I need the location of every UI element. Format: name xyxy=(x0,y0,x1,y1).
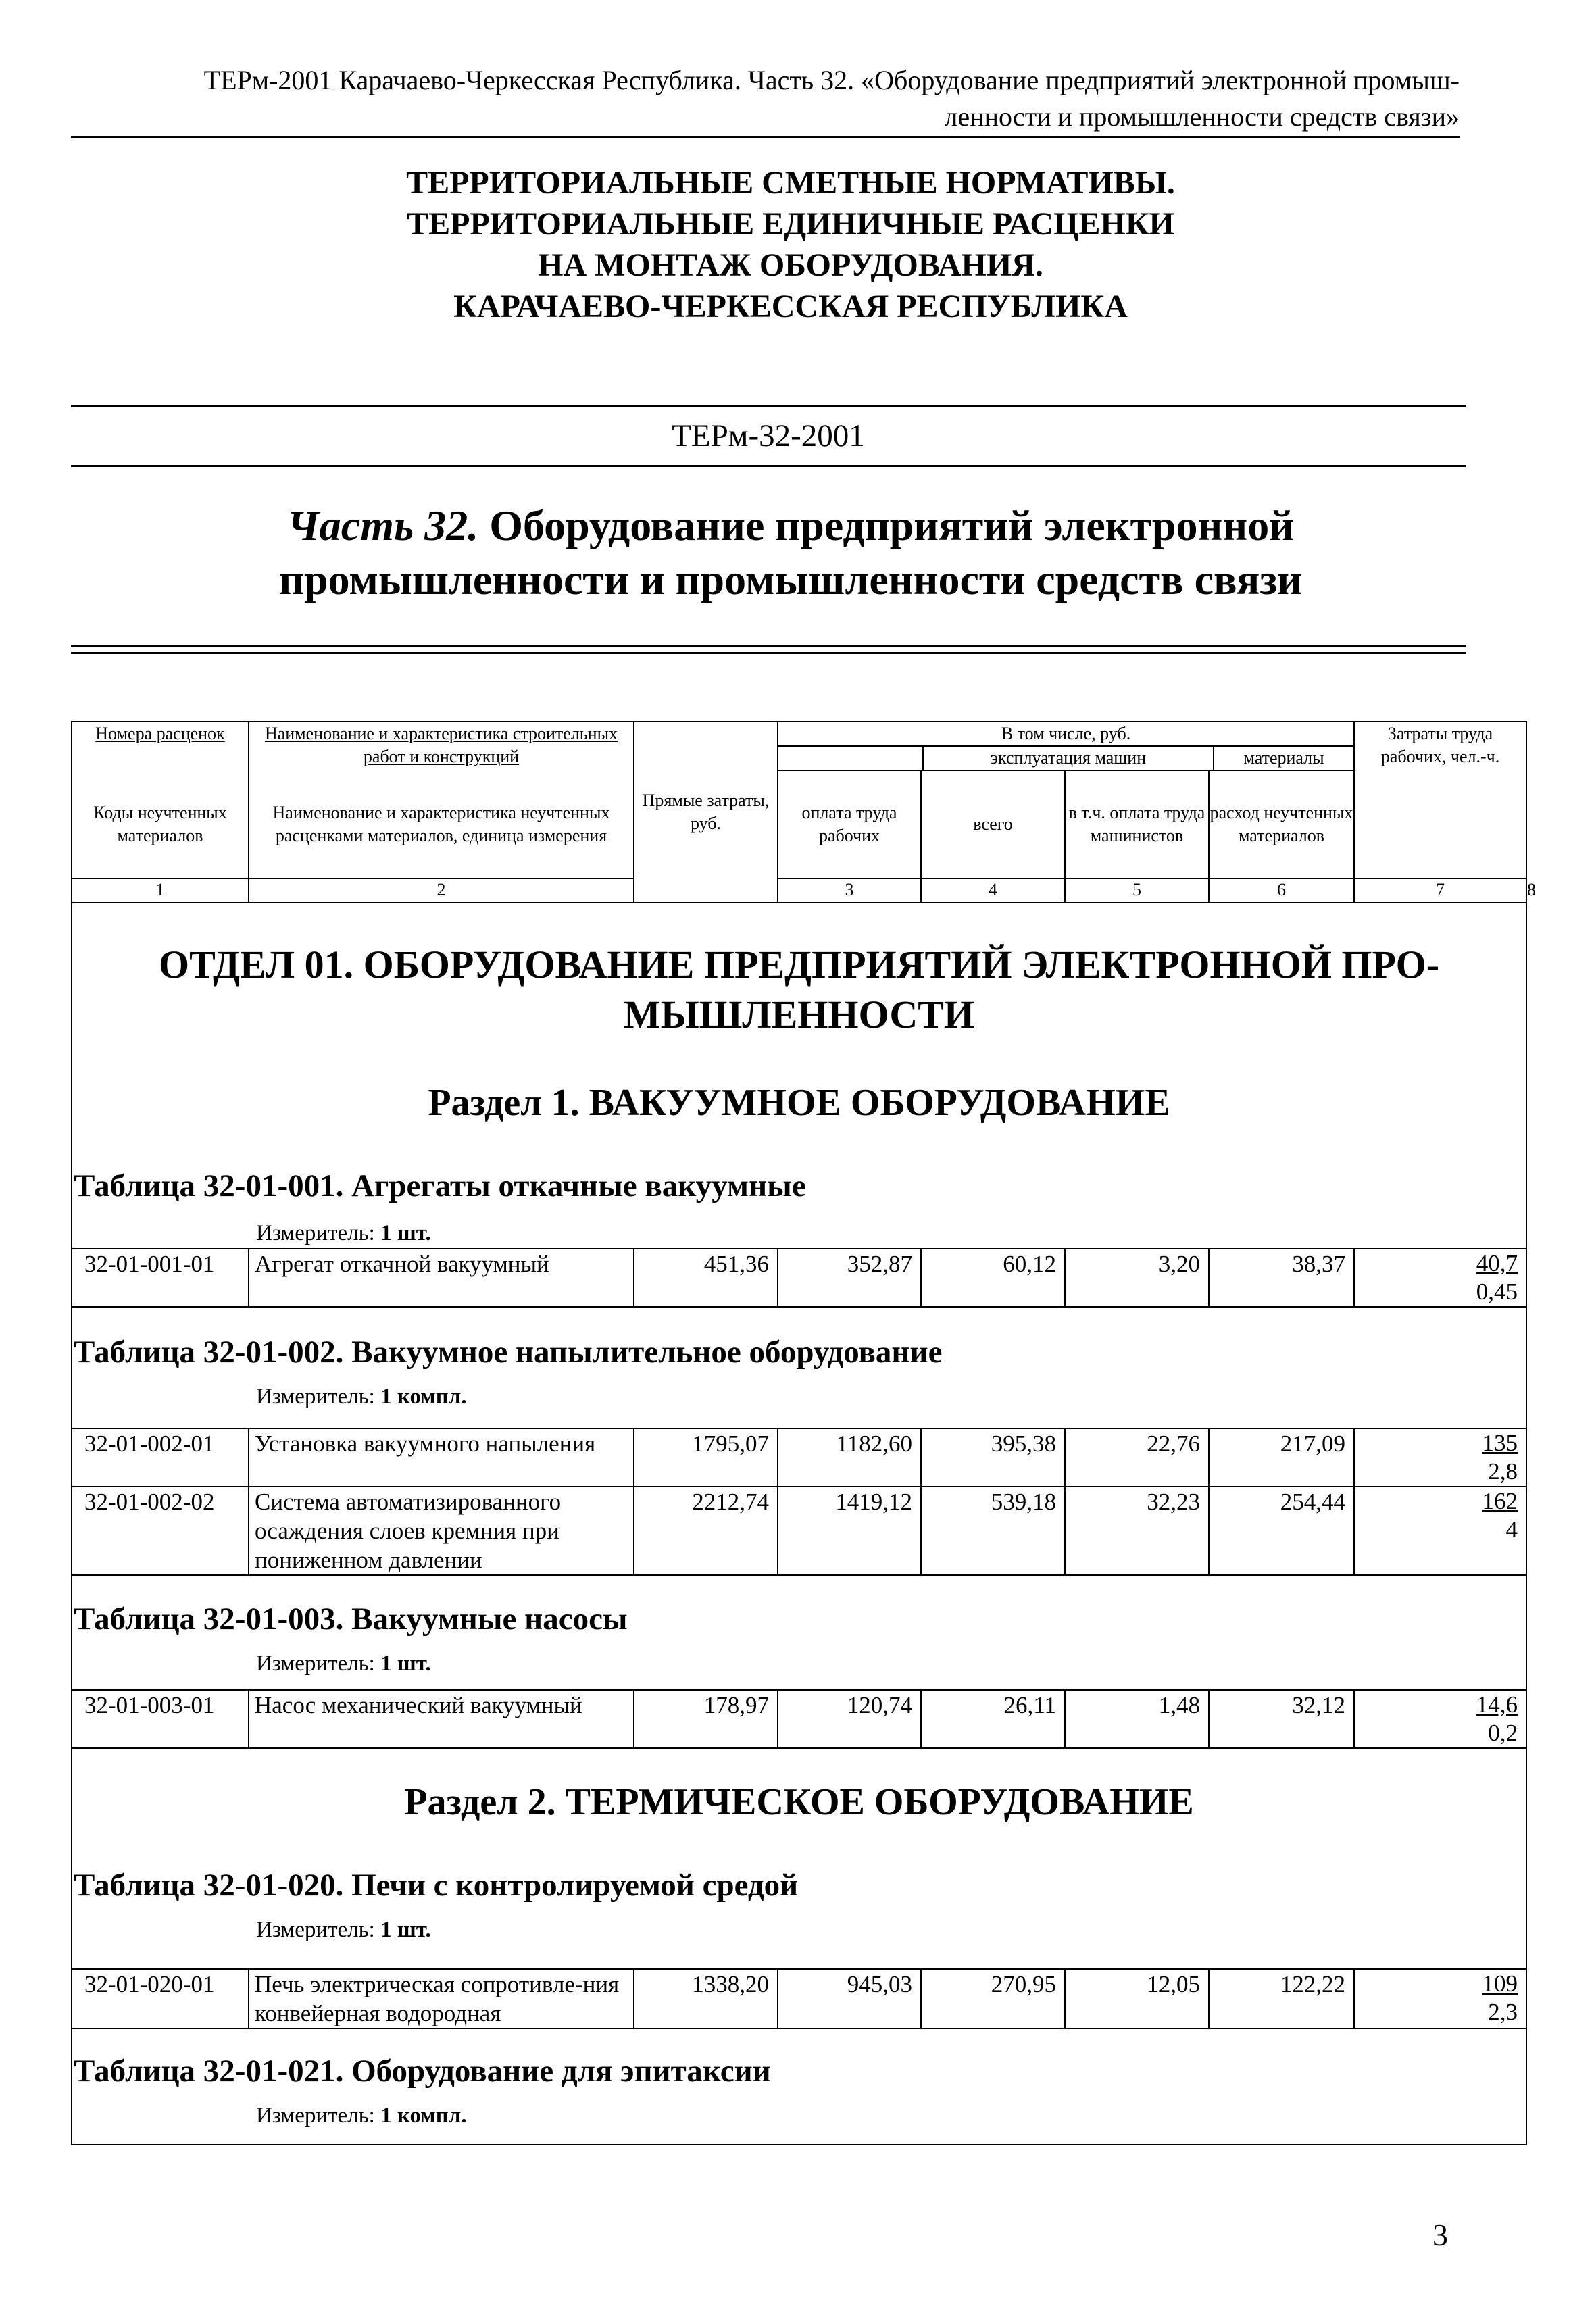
rate-code: 32-01-020-01 xyxy=(72,1969,249,2028)
header-work-name: Наименование и характеристика строительных работ и конструкций xyxy=(249,722,634,770)
norms-table: Номера расценок Наименование и характеристика строительных работ и конструкций Прямые затраты, руб. В том числе, руб. эксплуатация машин материалы Затраты труда рабочих, чел.-ч. Коды неучтенных материалов Наименование и характеристика неучтенных расценками материалов, единица измерения оплата труда рабочих всего в т.ч. оплата труда машинистов расход неучтенных материалов 1 2 3 4 5 6 7 8 ОТДЕЛ 01. ОБОРУДОВАНИЕ ПРЕДПРИЯТИЙ ЭЛЕКТРОННОЙ ПРО-МЫШЛЕННОСТИ Раздел 1. ВАКУУМНОЕ ОБОРУДОВАНИЕ Таблица 32-01-001. Агрегаты откачные вакуумные Измеритель: 1 шт. 32-01-001-01 Агрегат откачной вакуумный 451,36 352,87 60,12 3,20 38,37 40,7 0,45 Таблица 32-01-002. Вакуумное напылительное оборудование Измеритель: 1 компл. 32-01-002-01 Установка вакуумного напыления 1795,07 1182,60 395,38 22,76 217,09 135 2,8 32-01-002-02 Система автоматизированного осаждения слоев кремния при пониженном давлении 2212,74 1419,12 539,18 32,23 254,44 162 4 Таблица 32-01-003. Вакуумные насосы Измеритель: 1 шт. 32-01-003-01 Насос механический вакуумный 178,97 120,74 26,11 1,48 32,12 14,6 0,2 Раздел 2. ТЕРМИЧЕСКОЕ ОБОРУДОВАНИЕ Таблица 32-01-020. Печи с контролируемой средой Измеритель: 1 шт. 32-01-020-01 Печь электрическая сопротивле-ния конвейерная водородная 1338,20 945,03 270,95 12,05 122,22 109 2,3 Таблица 32-01-021. Оборудование для эпитаксии Измеритель: 1 компл. xyxy=(71,721,1527,2145)
part-title-line-1: Оборудование предприятий электронной xyxy=(489,501,1295,549)
col-number: 7 xyxy=(1354,878,1526,903)
work-name: Система автоматизированного осаждения слоев кремния при пониженном давлении xyxy=(249,1487,634,1575)
direct-costs: 1338,20 xyxy=(634,1969,778,2028)
table-row xyxy=(72,1428,1526,1487)
direct-costs: 1795,07 xyxy=(634,1428,778,1487)
header-material-codes: Коды неучтенных материалов xyxy=(72,770,249,878)
col-number: 4 xyxy=(921,878,1065,903)
rate-code: 32-01-003-01 xyxy=(72,1690,249,1748)
machinists-pay: 3,20 xyxy=(1065,1249,1209,1307)
section-title: Раздел 1. ВАКУУМНОЕ ОБОРУДОВАНИЕ xyxy=(428,1082,1170,1124)
rate-code: 32-01-002-02 xyxy=(72,1487,249,1575)
header-labor: Затраты труда рабочих, чел.-ч. xyxy=(1354,722,1526,878)
table-title: Таблица 32-01-001. Агрегаты откачные вакуумные xyxy=(74,1168,806,1203)
header-machinists-pay: в т.ч. оплата труда машинистов xyxy=(1065,770,1209,878)
running-header xyxy=(71,62,1460,135)
direct-costs: 451,36 xyxy=(634,1249,778,1307)
part-title xyxy=(71,499,1510,607)
rate-code: 32-01-002-01 xyxy=(72,1428,249,1487)
machines-total: 395,38 xyxy=(921,1428,1065,1487)
machines-total: 270,95 xyxy=(921,1969,1065,2028)
measure-line: Измеритель: 1 шт. xyxy=(256,1918,431,1942)
header-material-names: Наименование и характеристика неучтенных расценками материалов, единица измерения xyxy=(249,770,634,878)
labor-and-mass: 14,6 0,2 xyxy=(1354,1690,1526,1748)
measure-line: Измеритель: 1 шт. xyxy=(256,1651,431,1676)
running-header-line-2: ленности и промышленности средств связи» xyxy=(944,101,1460,132)
title-line-1: ТЕРРИТОРИАЛЬНЫЕ СМЕТНЫЕ НОРМАТИВЫ. xyxy=(406,165,1175,201)
materials-cost: 254,44 xyxy=(1209,1487,1354,1575)
table-title: Таблица 32-01-020. Печи с контролируемой средой xyxy=(74,1868,799,1903)
code-rule-bottom xyxy=(71,465,1466,467)
labor-pay: 120,74 xyxy=(778,1690,921,1748)
labor-pay: 1419,12 xyxy=(778,1487,921,1575)
header-unaccounted-materials: расход неучтенных материалов xyxy=(1209,770,1354,878)
machines-total: 26,11 xyxy=(921,1690,1065,1748)
work-name: Насос механический вакуумный xyxy=(249,1690,634,1748)
labor-and-mass: 40,7 0,45 xyxy=(1354,1249,1526,1307)
machinists-pay: 22,76 xyxy=(1065,1428,1209,1487)
header-divider xyxy=(71,136,1460,138)
direct-costs: 178,97 xyxy=(634,1690,778,1748)
materials-cost: 122,22 xyxy=(1209,1969,1354,2028)
labor-and-mass: 109 2,3 xyxy=(1354,1969,1526,2028)
title-line-2: ТЕРРИТОРИАЛЬНЫЕ ЕДИНИЧНЫЕ РАСЦЕНКИ xyxy=(407,206,1174,242)
section-title: Раздел 2. ТЕРМИЧЕСКОЕ ОБОРУДОВАНИЕ xyxy=(404,1781,1194,1823)
department-block xyxy=(72,903,1526,1249)
materials-cost: 217,09 xyxy=(1209,1428,1354,1487)
title-line-4: КАРАЧАЕВО-ЧЕРКЕССКАЯ РЕСПУБЛИКА xyxy=(453,289,1128,324)
page-number: 3 xyxy=(1432,2218,1448,2252)
labor-and-mass: 135 2,8 xyxy=(1354,1428,1526,1487)
labor-pay: 352,87 xyxy=(778,1249,921,1307)
header-machines: эксплуатация машин xyxy=(922,747,1214,770)
header-machines-total: всего xyxy=(921,770,1065,878)
header-direct-costs: Прямые затраты, руб. xyxy=(634,722,778,903)
machinists-pay: 12,05 xyxy=(1065,1969,1209,2028)
table-row xyxy=(72,1690,1526,1748)
work-name: Печь электрическая сопротивле-ния конвейерная водородная xyxy=(249,1969,634,2028)
labor-pay: 1182,60 xyxy=(778,1428,921,1487)
machinists-pay: 1,48 xyxy=(1065,1690,1209,1748)
col-number: 3 xyxy=(778,878,921,903)
code-rule-top xyxy=(71,405,1466,407)
table-row xyxy=(72,1969,1526,2028)
part-rule-1 xyxy=(71,645,1466,647)
part-title-line-2: промышленности и промышленности средств связи xyxy=(279,555,1302,603)
rate-code: 32-01-001-01 xyxy=(72,1249,249,1307)
title-line-3: НА МОНТАЖ ОБОРУДОВАНИЯ. xyxy=(538,247,1043,283)
table-title: Таблица 32-01-021. Оборудование для эпитаксии xyxy=(74,2053,771,2089)
col-number: 6 xyxy=(1209,878,1354,903)
table-title: Таблица 32-01-002. Вакуумное напылительное оборудование xyxy=(74,1335,943,1370)
header-labor-pay: оплата труда рабочих xyxy=(778,770,921,878)
table-row xyxy=(72,1487,1526,1575)
labor-pay: 945,03 xyxy=(778,1969,921,2028)
col-number: 1 xyxy=(72,878,249,903)
work-name: Установка вакуумного напыления xyxy=(249,1428,634,1487)
measure-line: Измеритель: 1 компл. xyxy=(256,2104,467,2128)
machines-total: 60,12 xyxy=(921,1249,1065,1307)
table-title-block xyxy=(72,1575,1526,1690)
col-number: 2 xyxy=(249,878,634,903)
materials-cost: 38,37 xyxy=(1209,1249,1354,1307)
document-title xyxy=(71,162,1510,327)
table-row xyxy=(72,1249,1526,1307)
running-header-line-1: ТЕРм-2001 Карачаево-Черкесская Республика. Часть 32. «Оборудование предприятий электронной промыш- xyxy=(203,65,1460,95)
work-name: Агрегат откачной вакуумный xyxy=(249,1249,634,1307)
section-block xyxy=(72,1748,1526,1969)
table-title-block xyxy=(72,1307,1526,1428)
header-materials: материалы xyxy=(1243,748,1324,768)
part-label: Часть 32. xyxy=(286,501,479,549)
measure-line: Измеритель: 1 компл. xyxy=(256,1385,467,1409)
header-including: В том числе, руб. эксплуатация машин материалы xyxy=(778,722,1354,770)
measure-line: Измеритель: 1 шт. xyxy=(256,1221,431,1245)
labor-and-mass: 162 4 xyxy=(1354,1487,1526,1575)
department-title: ОТДЕЛ 01. ОБОРУДОВАНИЕ ПРЕДПРИЯТИЙ ЭЛЕКТРОННОЙ ПРО-МЫШЛЕННОСТИ xyxy=(158,943,1440,1037)
materials-cost: 32,12 xyxy=(1209,1690,1354,1748)
col-number: 5 xyxy=(1065,878,1209,903)
machinists-pay: 32,23 xyxy=(1065,1487,1209,1575)
header-rate-numbers: Номера расценок xyxy=(72,722,249,770)
machines-total: 539,18 xyxy=(921,1487,1065,1575)
table-title-block xyxy=(72,2028,1526,2145)
direct-costs: 2212,74 xyxy=(634,1487,778,1575)
part-rule-2 xyxy=(71,652,1466,654)
document-code: ТЕРм-32-2001 xyxy=(672,418,865,453)
table-title: Таблица 32-01-003. Вакуумные насосы xyxy=(74,1601,628,1637)
